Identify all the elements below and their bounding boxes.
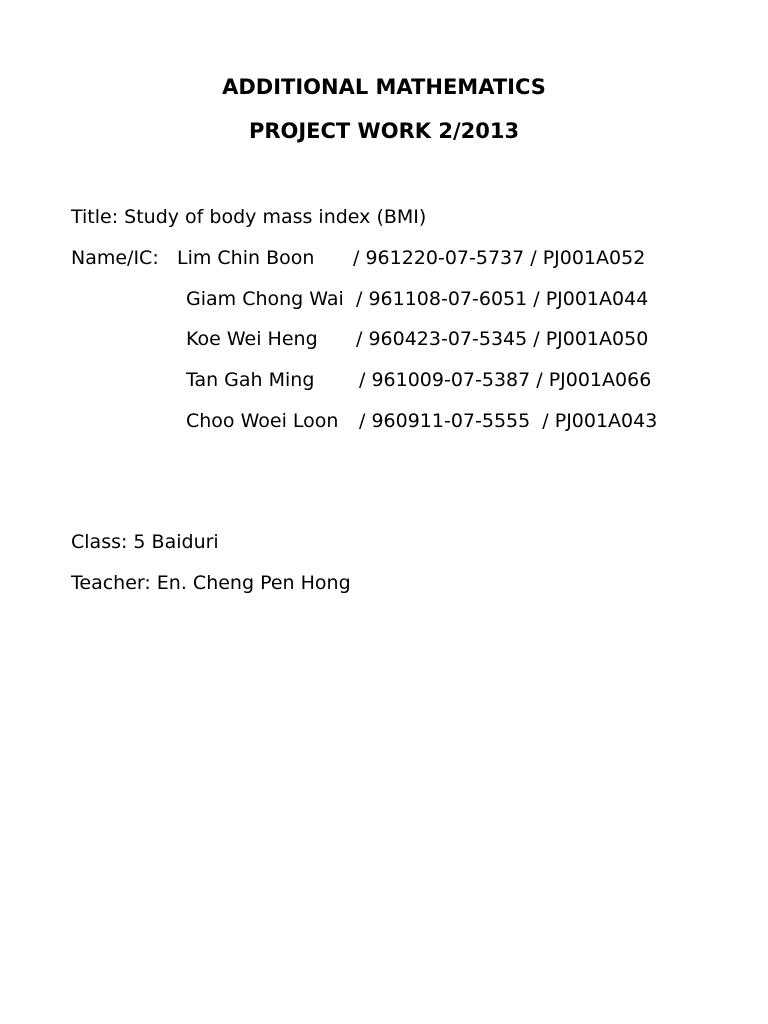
class-line: Class: 5 Baiduri	[71, 531, 219, 553]
member-ic-id: / 961220-07-5737 / PJ001A052	[353, 247, 646, 269]
document-heading-subject: ADDITIONAL MATHEMATICS	[222, 75, 546, 99]
title-line: Title: Study of body mass index (BMI)	[71, 206, 427, 228]
member-ic-id: / 961009-07-5387 / PJ001A066	[359, 369, 652, 391]
member-ic-id: / 960423-07-5345 / PJ001A050	[356, 328, 649, 350]
member-name: Choo Woei Loon	[186, 410, 339, 432]
member-name: Lim Chin Boon	[177, 247, 315, 269]
document-heading-project: PROJECT WORK 2/2013	[248, 119, 520, 143]
member-name: Giam Chong Wai	[186, 288, 344, 310]
member-name: Koe Wei Heng	[186, 328, 318, 350]
teacher-line: Teacher: En. Cheng Pen Hong	[71, 572, 351, 594]
member-ic-id: / 960911-07-5555 / PJ001A043	[359, 410, 658, 432]
member-ic-id: / 961108-07-6051 / PJ001A044	[356, 288, 649, 310]
member-name: Tan Gah Ming	[186, 369, 315, 391]
name-ic-label: Name/IC:	[71, 247, 159, 269]
